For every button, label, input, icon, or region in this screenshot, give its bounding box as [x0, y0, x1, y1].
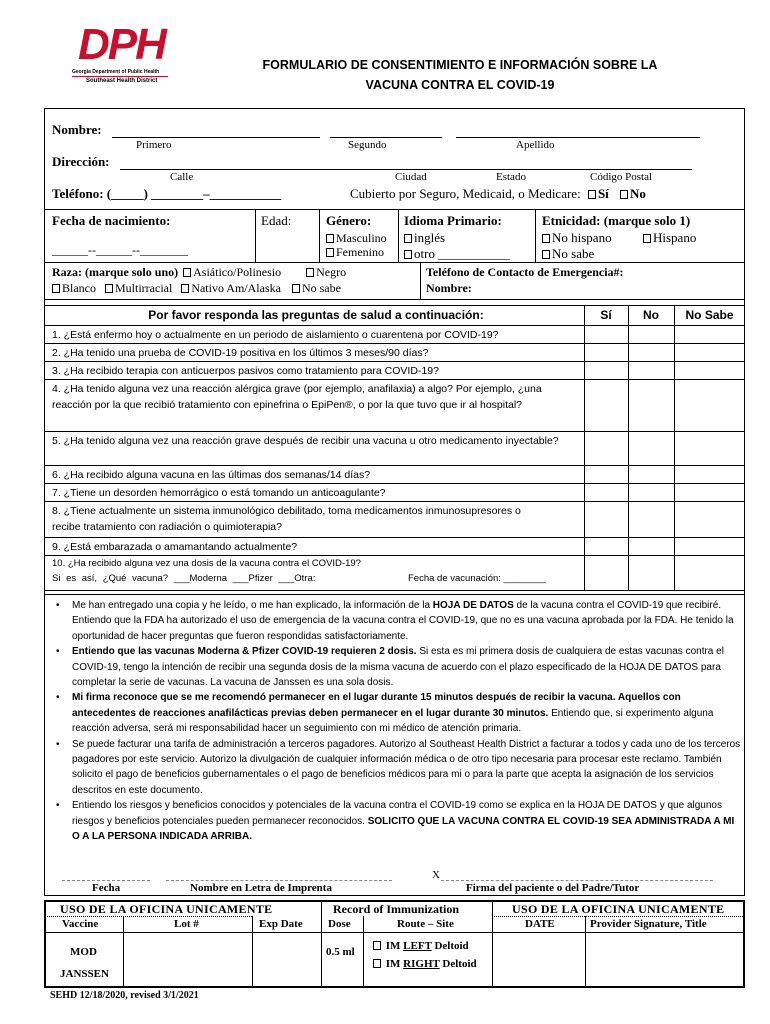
- seguro-no-label: No: [630, 186, 646, 201]
- primero-caption: Primero: [136, 139, 172, 151]
- codigo-postal-caption: Código Postal: [590, 171, 653, 183]
- date-col-header: DATE: [525, 918, 555, 930]
- questions-header: Por favor responda las preguntas de salud a continuación:: [148, 308, 484, 322]
- title-line1: FORMULARIO DE CONSENTIMIENTO E INFORMACIÓN SOBRE LA: [262, 58, 658, 72]
- office-use-label-1: USO DE LA OFICINA UNICAMENTE: [60, 902, 273, 916]
- statement-5: • Entiendo los riesgos y beneficios conocidos y potenciales de la vacuna contra el COVID-19 como se explica en la HOJA DE DATOS y que algunos riesgos y beneficios potenciales pueden permanecer reconocidos. SOLICITO QUE LA VACUNA CONTRA EL COVID-19 SEA ADMINISTRADA A MI O A LA PERSONA INDICADA ARRIBA.: [56, 800, 735, 843]
- fecha-signature-line[interactable]: [62, 880, 150, 881]
- seguro-si-label: Sí: [597, 186, 609, 201]
- seguro-label: Cubierto por Seguro, Medicaid, o Medicare:: [350, 186, 581, 201]
- fecha-nacimiento-field[interactable]: ______--______--________: [52, 243, 188, 257]
- negro-checkbox[interactable]: [306, 268, 314, 277]
- otro-option[interactable]: [404, 246, 510, 262]
- etnicidad-no-sabe-checkbox[interactable]: [542, 250, 550, 259]
- logo-letters: DPH: [78, 20, 165, 69]
- provider-col-header: Provider Signature, Title: [590, 918, 707, 930]
- statement-5-text-b: SOLICITO QUE LA VACUNA CONTRA EL COVID-19 SEA ADMINISTRADA A MI O A LA PERSONA INDICADA ARRIBA.: [72, 815, 735, 843]
- im-left-deltoid: Deltoid: [434, 940, 469, 952]
- blanco-label: Blanco: [62, 281, 96, 295]
- col-no-header: No: [643, 308, 659, 322]
- statement-2-text-a: Entiendo que las vacunas Moderna & Pfizer COVID-19 requieren 2 dosis.: [72, 646, 417, 658]
- masculino-label: Masculino: [336, 231, 387, 245]
- femenino-option[interactable]: [326, 245, 384, 260]
- im-right-checkbox[interactable]: [373, 959, 381, 968]
- nativo-checkbox[interactable]: [181, 284, 189, 293]
- otro-label: otro ___________: [414, 246, 510, 261]
- estado-caption: Estado: [496, 171, 526, 183]
- im-left-checkbox[interactable]: [373, 941, 381, 950]
- answer-cell[interactable]: [585, 326, 627, 342]
- question-6: 6. ¿Ha recibido alguna vacuna en las últimas dos semanas/14 días?: [52, 469, 371, 481]
- dph-logo: [72, 20, 182, 88]
- fecha-caption: Fecha: [92, 882, 121, 894]
- apellido-caption: Apellido: [516, 139, 555, 151]
- raza-no-sabe-checkbox[interactable]: [292, 284, 300, 293]
- nombre-primero-line[interactable]: [112, 137, 320, 138]
- masculino-option[interactable]: [326, 231, 387, 246]
- firma-caption: Firma del paciente o del Padre/Tutor: [466, 882, 640, 894]
- question-1: 1. ¿Está enfermo hoy o actualmente en un periodo de aislamiento o cuarentena por COVID-19?: [52, 329, 499, 341]
- multirracial-checkbox[interactable]: [105, 284, 113, 293]
- im-right-deltoid: Deltoid: [442, 958, 477, 970]
- nombre-imprenta-caption: Nombre en Letra de Imprenta: [190, 882, 332, 894]
- answer-cell[interactable]: [629, 326, 673, 342]
- exp-col-header: Exp Date: [259, 918, 303, 930]
- logo-line1: Georgia Department of Public Health: [72, 69, 160, 75]
- etnicidad-no-sabe-option[interactable]: [542, 246, 594, 262]
- nombre-apellido-line[interactable]: [456, 137, 700, 138]
- direccion-label: Dirección:: [52, 154, 110, 169]
- etnicidad-label: Etnicidad: (marque solo 1): [542, 213, 691, 228]
- question-3: 3. ¿Ha recibido terapia con anticuerpos pasivos como tratamiento para COVID-19?: [52, 365, 439, 377]
- question-5: 5. ¿Ha tenido alguna vez una reacción grave después de recibir una vacuna u otro medicamento inyectable?: [52, 435, 559, 447]
- otro-checkbox[interactable]: [404, 250, 412, 259]
- raza-row-2: [52, 281, 341, 296]
- statement-4-text: Se puede facturar una tarifa de administración a terceros pagadores. Autorizo al Southeast Health District a facturar a todos y cada uno de los terceros pagadores por este servicio. Autorizo la divulgación de cualquier información médica o de otro tipo necesaria para procesar este reclamo. También solicito el pago de beneficios gubernamentales o el pago de beneficios médicos para mi o para la parte que acepta la asignación de los servicios descritos en este documento.: [72, 738, 741, 796]
- question-8: 8. ¿Tiene actualmente un sistema inmunológico debilitado, toma medicamentos inmunosupresores o recibe tratamiento con radiación o quimioterapia?: [52, 505, 521, 533]
- ingles-label: inglés: [414, 230, 446, 245]
- answer-cell[interactable]: [675, 326, 744, 342]
- question-7: 7. ¿Tiene un desorden hemorrágico o está tomando un anticoagulante?: [52, 487, 386, 499]
- im-right-side: RIGHT: [403, 958, 440, 970]
- mod-label: MOD: [70, 946, 97, 958]
- asiatico-checkbox[interactable]: [183, 268, 191, 277]
- raza-no-sabe-label: No sabe: [301, 281, 341, 295]
- janssen-label: JANSSEN: [60, 968, 109, 980]
- im-left-side: LEFT: [403, 940, 432, 952]
- statement-1-text-a: Me han entregado una copia y he leído, o me han explicado, la información de la: [72, 600, 433, 611]
- no-hispano-checkbox[interactable]: [542, 234, 550, 243]
- consent-statements: [52, 598, 742, 845]
- nombre-segundo-line[interactable]: [330, 137, 442, 138]
- lot-col-header: Lot #: [174, 918, 199, 930]
- nombre-signature-line[interactable]: [166, 880, 392, 881]
- im-left-deltoid-option[interactable]: [373, 940, 469, 952]
- masculino-checkbox[interactable]: [326, 234, 334, 243]
- statement-5-text-a: Entiendo los riesgos y beneficios conocidos y potenciales de la vacuna contra el COVID-19 como se explica en la HOJA DE DATOS y que algunos riesgos y beneficios potenciales pueden permanecer reconocidos.: [72, 800, 722, 827]
- logo-line2: Southeast Health District: [86, 78, 158, 84]
- question-2: 2. ¿Ha tenido una prueba de COVID-19 positiva en los últimos 3 meses/90 días?: [52, 347, 429, 359]
- seguro-question: [350, 186, 646, 202]
- nativo-label: Nativo Am/Alaska: [191, 281, 281, 295]
- idioma-label: Idioma Primario:: [404, 213, 502, 228]
- seguro-si-checkbox[interactable]: [588, 190, 596, 199]
- record-immunization-label: Record of Immunization: [333, 902, 459, 916]
- statement-4: • Se puede facturar una tarifa de administración a terceros pagadores. Autorizo al Southeast Health District a facturar a todos y cada uno de los terceros pagadores por este servicio. Autorizo la divulgación de cualquier información médica o de otro tipo necesaria para procesar este reclamo. También solicito el pago de beneficios gubernamentales o el pago de beneficios médicos para mi o para la parte que acepta la asignación de los servicios descritos en este documento.: [56, 738, 741, 796]
- hispano-option[interactable]: [643, 230, 696, 246]
- statement-2-text-b: Si esta es mi primera dosis de cualquiera de estas vacunas contra el COVID-19, tengo la intención de recibir una segunda dosis de la misma vacuna de acuerdo con el plazo especificado de la HOJA DE DATOS para completar la serie de vacunas. La vacuna de Janssen es una sola dosis.: [72, 646, 724, 689]
- ingles-checkbox[interactable]: [404, 234, 412, 243]
- question-10-fecha: Fecha de vacunación: ________: [408, 573, 546, 584]
- im-right-prefix: IM: [385, 958, 401, 970]
- telefono-field[interactable]: Teléfono: (_____) ________–___________: [52, 186, 282, 201]
- blanco-checkbox[interactable]: [52, 284, 60, 293]
- multirracial-label: Multirracial: [115, 281, 173, 295]
- statement-1-text-b: HOJA DE DATOS: [432, 600, 514, 611]
- question-4: 4. ¿Ha tenido alguna vez una reacción alérgica grave (por ejemplo, anafilaxia) a algo? Por ejemplo, ¿una reacción por la que recibió tratamiento con epinefrina o EpiPen®, o por la que tuvo que ir al hospital?: [52, 383, 542, 411]
- question-10-line1: 10. ¿Ha recibido alguna vez una dosis de la vacuna contra el COVID-19?: [52, 558, 361, 569]
- femenino-checkbox[interactable]: [326, 248, 334, 257]
- dose-col-header: Dose: [328, 918, 351, 930]
- vaccine-col-header: Vaccine: [62, 918, 99, 930]
- ciudad-caption: Ciudad: [395, 171, 427, 183]
- hispano-label: Hispano: [653, 230, 697, 245]
- ingles-option[interactable]: [404, 230, 445, 246]
- emergencia-nombre-field[interactable]: Nombre:: [426, 281, 472, 295]
- femenino-label: Femenino: [336, 245, 384, 259]
- statement-1: • Me han entregado una copia y he leído, o me han explicado, la información de la HOJA DE DATOS de la vacuna contra el COVID-19 que recibiré. Entiendo que la FDA ha autorizado el uso de emergencia de la vacuna contra el COVID-19, que no es una vacuna aprobada por la FDA. He tenido la oportunidad de hacer preguntas que fueron respondidas satisfactoriamente.: [56, 600, 734, 642]
- statement-1-text-c: de la vacuna contra el COVID-19 que recibiré. Entiendo que la FDA ha autorizado el uso de emergencia de la vacuna contra el COVID-19, que no es una vacuna aprobada por la FDA. He tenido la oportunidad de hacer preguntas que fueron respondidas satisfactoriamente.: [72, 600, 734, 642]
- col-si-header: Sí: [600, 308, 612, 322]
- statement-3-text-a: Mi firma reconoce que se me recomendó permanecer en el lugar durante 15 minutos después de recibir la vacuna. Aquellos con antecedentes de reacciones anafilácticas previas deben permanecer en el lugar durante 30 minutos.: [72, 692, 681, 719]
- statement-3: • Mi firma reconoce que se me recomendó permanecer en el lugar durante 15 minutos después de recibir la vacuna. Aquellos con antecedentes de reacciones anafilácticas previas deben permanecer en el lugar durante 30 minutos. Entiendo que, si experimento alguna reacción adversa, será mi responsabilidad hacer un seguimiento con mi médico de atención primaria.: [56, 692, 714, 735]
- edad-label: Edad:: [261, 213, 292, 228]
- firma-signature-line[interactable]: [441, 880, 713, 881]
- emergencia-phone-field[interactable]: Teléfono de Contacto de Emergencia#:: [426, 265, 624, 279]
- calle-caption: Calle: [170, 171, 194, 183]
- direccion-line[interactable]: [120, 169, 692, 170]
- im-right-deltoid-option[interactable]: [373, 958, 477, 970]
- hispano-checkbox[interactable]: [643, 234, 651, 243]
- col-nosabe-header: No Sabe: [685, 308, 734, 322]
- segundo-caption: Segundo: [348, 139, 387, 151]
- raza-row-1: [52, 265, 346, 280]
- raza-label: Raza: (marque solo uno): [52, 265, 179, 279]
- genero-label: Género:: [326, 213, 372, 228]
- question-9: 9. ¿Está embarazada o amamantando actualmente?: [52, 541, 298, 553]
- signature-x-mark: X: [432, 869, 440, 881]
- footer-revision: SEHD 12/18/2020, revised 3/1/2021: [50, 990, 199, 1001]
- statement-3-text-b: Entiendo que, si experimento alguna reacción adversa, será mi responsabilidad hacer un seguimiento con mi médico de atención primaria.: [72, 707, 714, 735]
- office-use-label-2: USO DE LA OFICINA UNICAMENTE: [512, 902, 725, 916]
- form-title: [200, 55, 720, 95]
- nombre-label: Nombre:: [52, 122, 102, 137]
- etnicidad-no-sabe-label: No sabe: [552, 246, 595, 261]
- asiatico-label: Asiático/Polinesio: [193, 265, 282, 279]
- question-10-line2: Si es así, ¿Qué vacuna? ___Moderna ___Pfizer ___Otra:: [52, 573, 316, 584]
- no-hispano-option[interactable]: [542, 230, 612, 246]
- no-hispano-label: No hispano: [552, 230, 612, 245]
- statement-2: • Entiendo que las vacunas Moderna & Pfizer COVID-19 requieren 2 dosis. Si esta es mi primera dosis de cualquiera de estas vacunas contra el COVID-19, tengo la intención de recibir una segunda dosis de la misma vacuna de acuerdo con el plazo especificado de la HOJA DE DATOS para completar la serie de vacunas. La vacuna de Janssen es una sola dosis.: [56, 646, 724, 689]
- title-line2: VACUNA CONTRA EL COVID-19: [365, 78, 555, 92]
- fecha-nacimiento-label: Fecha de nacimiento:: [52, 213, 171, 228]
- dose-value: 0.5 ml: [326, 946, 355, 958]
- seguro-no-checkbox[interactable]: [620, 190, 628, 199]
- im-left-prefix: IM: [385, 940, 401, 952]
- route-col-header: Route – Site: [397, 918, 454, 930]
- negro-label: Negro: [316, 265, 347, 279]
